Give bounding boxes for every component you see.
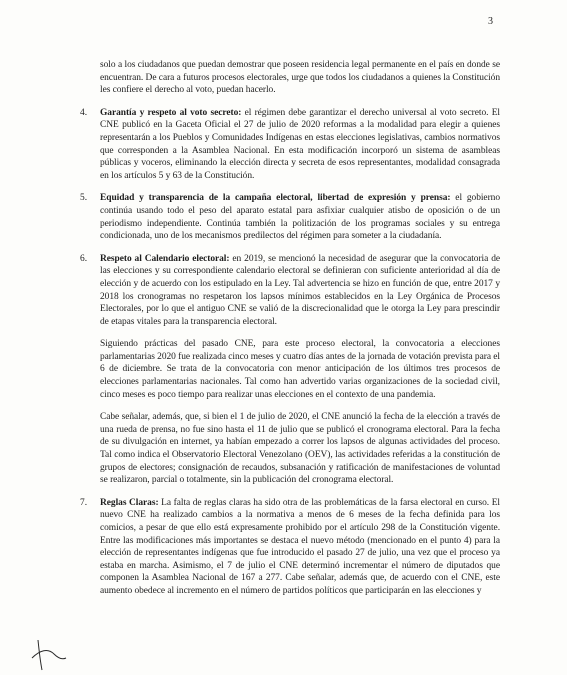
item-body [100, 107, 500, 183]
list-item-7 [80, 497, 501, 598]
item-number: 6. [80, 253, 88, 264]
item-text: el régimen debe garantizar el derecho universal al voto secreto. El CNE publicó en la Gaceta Oficial el 27 de julio de 2020 reformas a la modalidad para elegir a quienes representarán a los Pueblos y Comunidades Indígenas en estas elecciones legislativas, cambios normativos que corresponden a la Asamblea Nacional. En esta modificación incorporó un sistema de asambleas públicas y voceros, eliminando la elección directa y secreta de esos representantes, modalidad consagrada en los artículos 5 y 63 de la Constitución. [100, 107, 500, 181]
handwritten-signature [28, 636, 68, 672]
item-text: el gobierno continúa usando todo el peso del aparato estatal para asfixiar cualquier atisbo de oposición o de un periodismo independiente. Continúa también la politización de los programas sociales y su entrega condicionada, uno de los mecanismos predilectos del régimen para someter a la ciudadanía. [100, 193, 501, 242]
item-text: en 2019, se mencionó la necesidad de asegurar que la convocatoria de las elecciones y su correspondiente calendario electoral se definieran con suficiente anterioridad al día de elección y de acuerdo con los estipulado en la Ley. Tal advertencia se hizo en función de que, entre 2017 y 2018 los cronogramas no respetaron los lapsos mínimos establecidos en la Ley Orgánica de Procesos Electorales, por lo que el antiguo CNE se valió de la discrecionalidad que le otorga la Ley para prescindir de etapas vitales para la transparencia electoral. [100, 253, 500, 327]
page-number: 3 [488, 16, 493, 27]
intro-paragraph: solo a los ciudadanos que puedan demostrar que poseen residencia legal permanente en el país en donde se encuentran. De cara a futuros procesos electorales, urge que todos los ciudadanos a quienes la Constitución les confiere el derecho al voto, puedan hacerlo. [100, 60, 500, 96]
item-number: 4. [80, 107, 88, 118]
item6-paragraph-2: Siguiendo prácticas del pasado CNE, para este proceso electoral, la convocatoria a elecciones parlamentarias 2020 fue realizada cinco meses y cuatro días antes de la jornada de votación prevista para el 6 de diciembre. Se trata de la convocatoria con menor anticipación de los últimos tres procesos de elecciones parlamentarias nacionales. Tal como han advertido varias organizaciones de la sociedad civil, cinco meses es poco tiempo para realizar unas elecciones en el contexto de una pandemia. [100, 339, 500, 400]
item-title: Equidad y transparencia de la campaña electoral, libertad de expresión y prensa: [100, 193, 451, 204]
item-body [100, 253, 500, 329]
item-number: 7. [80, 497, 88, 508]
item-number: 5. [80, 193, 88, 204]
item-title: Respeto al Calendario electoral: [100, 253, 230, 264]
list-item-6 [80, 253, 500, 329]
item6-paragraph-3: Cabe señalar, además, que, si bien el 1 de julio de 2020, el CNE anunció la fecha de la elección a través de una rueda de prensa, no fue sino hasta el 11 de julio que se publicó el cronograma electoral. Para la fecha de su divulgación en internet, ya habían empezado a correr los lapsos de algunas actividades del proceso. Tal como indica el Observatorio Electoral Venezolano (OEV), las actividades referidas a la constitución de grupos de electores; consignación de recaudos, subsanación y ratificación de manifestaciones de voluntad se realizaron, parcial o totalmente, sin la publicación del cronograma electoral. [100, 412, 500, 486]
document-body [80, 59, 501, 608]
list-item-5 [80, 192, 501, 242]
item-title: Garantía y respeto al voto secreto: [100, 107, 242, 118]
item-body [100, 192, 500, 242]
item-text: La falta de reglas claras ha sido otra de las problemáticas de la farsa electoral en curso. El nuevo CNE ha realizado cambios a la normativa a menos de 6 meses de la fecha definida para los comicios, a pesar de que ello está expresamente prohibido por el artículo 298 de la Constitución vigente. Entre las modificaciones más importantes se destaca el nuevo método (mencionado en el punto 4) para la elección de representantes indígenas que fue introducido el pasado 27 de julio, una vez que el proceso ya estaba en marcha. Asimismo, el 7 de julio el CNE determinó incrementar el número de diputados que componen la Asamblea Nacional de 167 a 277. Cabe señalar, además que, de acuerdo con el CNE, este aumento obedece al incremento en el número de partidos políticos que participarán en las elecciones y [100, 497, 501, 596]
item-body [100, 497, 500, 598]
item-title: Reglas Claras: [100, 497, 159, 508]
list-item-4 [80, 107, 500, 183]
